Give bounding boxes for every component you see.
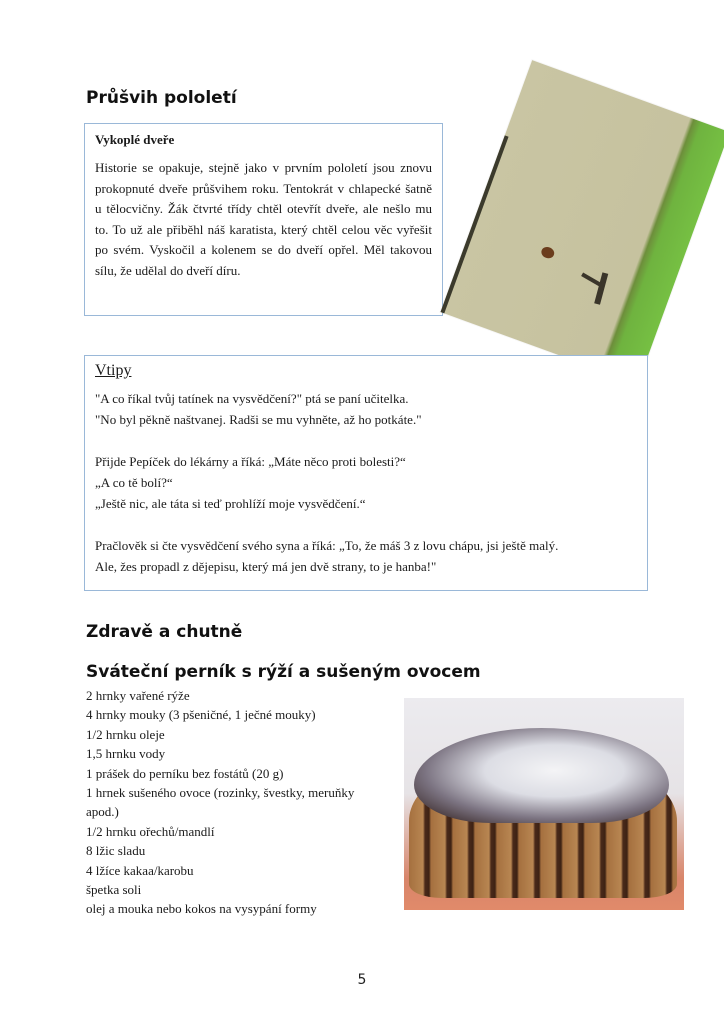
joke-1 <box>95 388 637 430</box>
joke-line: "A co říkal tvůj tatínek na vysvědčení?" ptá se paní učitelka. <box>95 391 409 406</box>
ingredient-item: 4 hrnky mouky (3 pšeničné, 1 ječné mouky) <box>86 707 316 723</box>
joke-line: Přijde Pepíček do lékárny a říká: „Máte něco proti bolesti?“ <box>95 454 406 469</box>
joke-line: „Ještě nic, ale táta si teď prohlíží moje vysvědčení.“ <box>95 496 366 511</box>
joke-line: Pračlověk si čte vysvědčení svého syna a říká: „To, že máš 3 z lovu chápu, jsi ještě malý. <box>95 538 559 553</box>
door-edge <box>441 136 509 314</box>
page-number: 5 <box>357 972 367 988</box>
cake-glaze <box>414 728 669 823</box>
ingredient-list <box>86 686 386 919</box>
joke-3 <box>95 535 637 577</box>
jokes-title: Vtipy <box>95 362 132 379</box>
section-title-prusvih: Průšvih pololetí <box>86 88 237 108</box>
article-title: Vykoplé dveře <box>95 132 175 147</box>
ingredient-item: 4 lžíce kakaa/karobu <box>86 862 194 878</box>
ingredient-item: 2 hrnky vařené rýže <box>86 688 190 703</box>
ingredient-item: olej a mouka nebo kokos na vysypání formy <box>86 901 317 917</box>
section-title-zdrave: Zdravě a chutně <box>86 622 243 642</box>
door-hole <box>540 245 556 260</box>
news-article-box <box>84 123 443 316</box>
ingredient-item: 1/2 hrnku ořechů/mandlí <box>86 823 215 839</box>
door-photo <box>441 60 724 384</box>
recipe-title: Sváteční perník s rýží a sušeným ovocem <box>86 662 481 682</box>
door-handle-lever <box>581 273 602 287</box>
ingredient-item: 1 hrnek sušeného ovoce (rozinky, švestky, meruňky apod.) <box>86 785 355 820</box>
ingredient-item: špetka soli <box>86 882 142 898</box>
article-body: Historie se opakuje, stejně jako v prvním pololetí jsou znovu prokopnuté dveře průšvihem roku. Tentokrát v chlapecké šatně u tělocvičny. Žák čtvrté třídy chtěl otevřít dveře, ale nešlo mu to. To už ale přiběhl náš karatista, který chtěl celou věc vyřešit po svém. Vyskočil a kolenem se do dveří opřel. Měl takovou sílu, že udělal do dveří díru. <box>95 160 432 278</box>
joke-line: "No byl pěkně naštvanej. Radši se mu vyhněte, až ho potkáte." <box>95 412 422 427</box>
door-handle <box>594 272 608 304</box>
ingredient-item: 1/2 hrnku oleje <box>86 726 165 742</box>
joke-line: „A co tě bolí?“ <box>95 475 173 490</box>
joke-line: Ale, žes propadl z dějepisu, který má jen dvě strany, to je hanba!" <box>95 559 437 574</box>
joke-2 <box>95 451 637 514</box>
jokes-box <box>84 355 648 591</box>
ingredient-item: 8 lžic sladu <box>86 843 146 859</box>
ingredient-item: 1,5 hrnku vody <box>86 746 166 762</box>
ingredient-item: 1 prášek do perníku bez fostátů (20 g) <box>86 765 284 781</box>
cake-photo <box>404 698 684 910</box>
